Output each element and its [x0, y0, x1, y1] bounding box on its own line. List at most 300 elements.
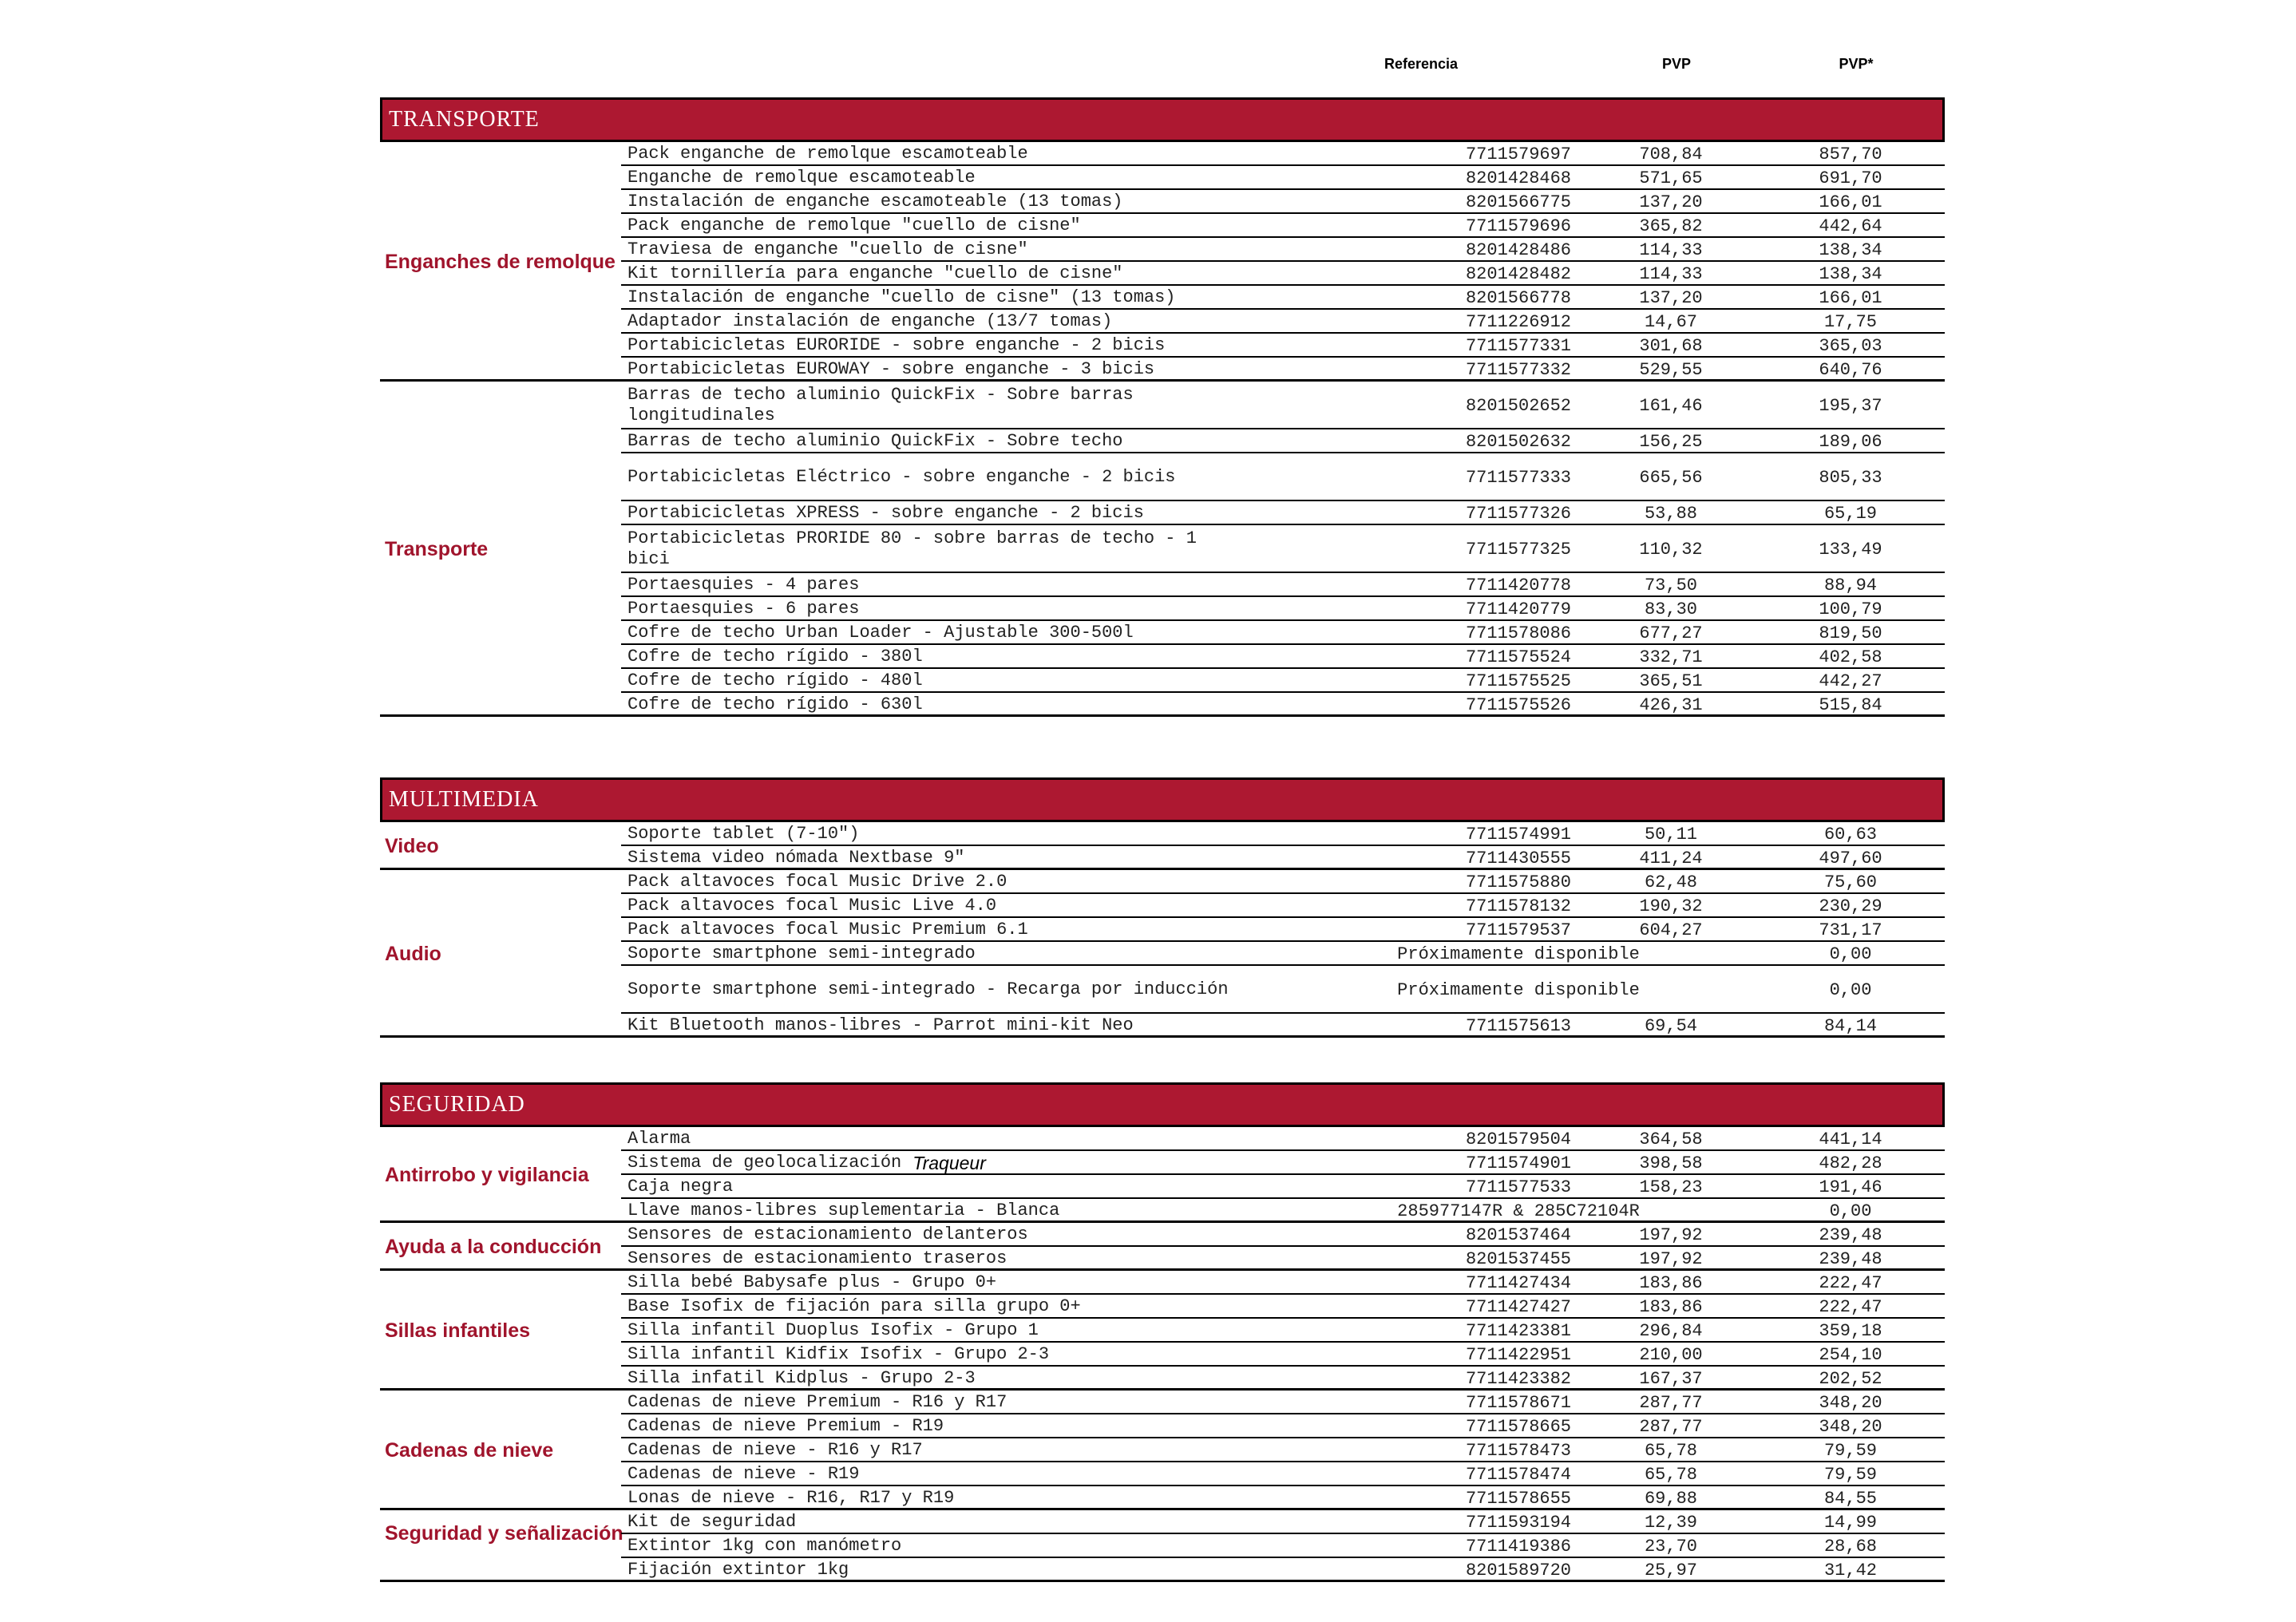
item-description: [627, 1343, 1234, 1367]
item-pvp-star: 191,46: [1819, 1177, 1882, 1197]
item-pvp: 69,88: [1644, 1488, 1697, 1509]
item-description-text: Cofre de techo rígido - 630l: [627, 694, 923, 714]
item-reference: 7711575524: [1465, 647, 1572, 667]
item-description-text: Portaesquies - 6 pares: [627, 599, 860, 619]
item-pvp: 287,77: [1639, 1416, 1703, 1437]
item-description-text: Llave manos-libres suplementaria - Blanca: [627, 1201, 1060, 1220]
table-row: [621, 262, 1945, 286]
item-pvp: 161,46: [1639, 395, 1703, 416]
item-description-text: Cadenas de nieve Premium - R16 y R17: [627, 1392, 1007, 1412]
group: [380, 822, 1945, 870]
table-row: [621, 334, 1945, 358]
item-description-text: Enganche de remolque escamoteable: [627, 168, 976, 188]
item-reference: 7711578132: [1465, 896, 1572, 916]
table-row: [621, 669, 1945, 693]
item-pvp: 571,65: [1639, 168, 1703, 188]
table-row: [621, 358, 1945, 382]
item-pvp-star: 133,49: [1819, 539, 1882, 560]
item-pvp: 426,31: [1639, 694, 1703, 715]
table-row: [621, 1438, 1945, 1462]
item-description-text: Cadenas de nieve - R16 y R17: [627, 1440, 923, 1460]
item-reference: 7711577325: [1465, 539, 1572, 560]
item-description: [627, 966, 1234, 1014]
item-reference: 7711420779: [1465, 599, 1572, 619]
item-pvp-star: 0,00: [1829, 1201, 1872, 1221]
item-reference: 7711575613: [1465, 1015, 1572, 1036]
item-pvp: 23,70: [1644, 1536, 1697, 1557]
table-row: [621, 942, 1945, 966]
item-pvp-star: 442,27: [1819, 671, 1882, 691]
item-pvp: 110,32: [1639, 539, 1703, 560]
group: [380, 142, 1945, 382]
item-description-text: Kit Bluetooth manos-libres - Parrot mini-kit Neo: [627, 1015, 1134, 1035]
table-row: [621, 453, 1945, 501]
item-description-text: Pack enganche de remolque "cuello de cisne": [627, 216, 1081, 235]
group-label: Enganches de remolque: [385, 251, 616, 273]
item-description: [627, 310, 1234, 334]
table-row: [621, 1558, 1945, 1582]
item-description: [627, 1247, 1234, 1271]
group-label: Transporte: [385, 538, 489, 560]
item-pvp-star: 138,34: [1819, 239, 1882, 260]
item-pvp-star: 31,42: [1823, 1560, 1877, 1580]
item-description-text: Soporte smartphone semi-integrado - Recarga por inducción: [627, 979, 1229, 999]
item-description-text: Instalación de enganche escamoteable (13 tomas): [627, 192, 1123, 212]
item-description: [627, 238, 1234, 262]
group: [380, 1391, 1945, 1510]
item-reference: 7711578473: [1465, 1440, 1572, 1461]
item-pvp-star: 239,48: [1819, 1248, 1882, 1269]
item-pvp-star: 17,75: [1823, 311, 1877, 332]
item-pvp: [1575, 942, 1767, 966]
table-row: [621, 1343, 1945, 1367]
item-description-text: Caja negra: [627, 1177, 734, 1197]
item-description-text: Lonas de nieve - R16, R17 y R19: [627, 1488, 955, 1508]
column-headers: [0, 56, 2296, 75]
item-pvp: 50,11: [1644, 824, 1697, 845]
item-pvp: 604,27: [1639, 920, 1703, 940]
item-description-text: Pack enganche de remolque escamoteable: [627, 144, 1028, 164]
item-pvp-star: 189,06: [1819, 431, 1882, 452]
section-banner: [380, 97, 1945, 142]
item-pvp: [1575, 966, 1767, 1014]
table-row: [621, 1151, 1945, 1175]
item-description: [627, 942, 1234, 966]
table-row: [621, 918, 1945, 942]
item-description: [627, 190, 1234, 214]
item-description: [627, 1486, 1234, 1510]
table-row: [621, 1271, 1945, 1295]
section-title: MULTIMEDIA: [389, 787, 539, 812]
item-description: [627, 1014, 1234, 1038]
item-pvp: 183,86: [1639, 1272, 1703, 1293]
item-description-text: Portabicicletas XPRESS - sobre enganche - 2 bicis: [627, 503, 1144, 523]
section-multimedia: [380, 777, 1945, 1038]
item-pvp-star: 497,60: [1819, 848, 1882, 868]
table-row: [621, 501, 1945, 525]
table-row: [621, 286, 1945, 310]
item-pvp: 62,48: [1644, 872, 1697, 892]
item-description-text: Silla infatil Kidplus - Grupo 2-3: [627, 1368, 976, 1388]
table-row: [621, 1462, 1945, 1486]
item-description: [627, 166, 1234, 190]
item-reference: 7711577326: [1465, 503, 1572, 524]
group-label: Antirrobo y vigilancia: [385, 1164, 589, 1186]
item-reference: 8201566778: [1465, 287, 1572, 308]
item-pvp: 53,88: [1644, 503, 1697, 524]
item-reference: 8201502652: [1465, 395, 1572, 416]
section-transporte: [380, 97, 1945, 717]
item-pvp-star: 100,79: [1819, 599, 1882, 619]
item-pvp-star: 348,20: [1819, 1416, 1882, 1437]
item-pvp: 65,78: [1644, 1464, 1697, 1485]
table-row: [621, 310, 1945, 334]
item-pvp-star: 515,84: [1819, 694, 1882, 715]
item-description: [627, 286, 1234, 310]
item-pvp: 301,68: [1639, 335, 1703, 356]
item-reference: 7711578665: [1465, 1416, 1572, 1437]
group: [380, 1510, 1945, 1582]
item-pvp-star: 359,18: [1819, 1320, 1882, 1341]
item-description: [627, 1414, 1234, 1438]
table-row: [621, 870, 1945, 894]
item-pvp: 287,77: [1639, 1392, 1703, 1413]
item-pvp: 332,71: [1639, 647, 1703, 667]
item-reference: 8201537455: [1465, 1248, 1572, 1269]
item-description-text: Portabicicletas EUROWAY - sobre enganche - 3 bicis: [627, 359, 1155, 379]
item-description: [627, 846, 1234, 870]
section-seguridad: [380, 1082, 1945, 1582]
group: [380, 382, 1945, 717]
column-header-referencia: Referencia: [1384, 56, 1459, 72]
item-pvp-star: 254,10: [1819, 1344, 1882, 1365]
item-pvp-star: 482,28: [1819, 1153, 1882, 1173]
item-reference: 8201579504: [1465, 1129, 1572, 1149]
item-description: [627, 382, 1234, 429]
item-pvp: 529,55: [1639, 359, 1703, 380]
item-description-text: Soporte tablet (7-10"): [627, 824, 860, 844]
table-row: [621, 429, 1945, 453]
item-pvp-star: 402,58: [1819, 647, 1882, 667]
item-reference: 7711579697: [1465, 144, 1572, 164]
item-description: [627, 358, 1234, 382]
brand-name: Traqueur: [912, 1153, 986, 1173]
item-description: [627, 1510, 1234, 1534]
item-pvp-star: 60,63: [1823, 824, 1877, 845]
item-pvp: 158,23: [1639, 1177, 1703, 1197]
item-description-text: Base Isofix de fijación para silla grupo 0+: [627, 1296, 1081, 1316]
item-pvp: 398,58: [1639, 1153, 1703, 1173]
item-reference: 7711427427: [1465, 1296, 1572, 1317]
table-row: [621, 693, 1945, 717]
table-row: [621, 966, 1945, 1014]
item-description: [627, 1199, 1234, 1223]
item-description: [627, 1295, 1234, 1319]
table-row: [621, 1127, 1945, 1151]
item-pvp-star: 84,14: [1823, 1015, 1877, 1036]
item-description-text: Cofre de techo rígido - 480l: [627, 671, 923, 690]
item-reference: 8201537464: [1465, 1224, 1572, 1245]
item-reference: 7711577331: [1465, 335, 1572, 356]
item-pvp: 65,78: [1644, 1440, 1697, 1461]
item-pvp-star: 731,17: [1819, 920, 1882, 940]
item-reference: 7711420778: [1465, 575, 1572, 595]
item-description: [627, 669, 1234, 693]
group-label: Cadenas de nieve: [385, 1439, 554, 1462]
item-reference: 7711574991: [1465, 824, 1572, 845]
item-pvp-star: 348,20: [1819, 1392, 1882, 1413]
item-pvp: 114,33: [1639, 239, 1703, 260]
table-row: [621, 645, 1945, 669]
item-pvp: 197,92: [1639, 1248, 1703, 1269]
column-header-pvp-star: PVP*: [1839, 56, 1874, 72]
item-description-text: Kit tornillería para enganche "cuello de cisne": [627, 263, 1123, 283]
group-label: Video: [385, 835, 439, 857]
item-pvp: 190,32: [1639, 896, 1703, 916]
item-pvp: 296,84: [1639, 1320, 1703, 1341]
item-description-text: Cofre de techo Urban Loader - Ajustable 300-500l: [627, 623, 1134, 643]
item-pvp: 665,56: [1639, 467, 1703, 488]
item-pvp-star: 79,59: [1823, 1440, 1877, 1461]
item-description-text: Instalación de enganche "cuello de cisne" (13 tomas): [627, 287, 1176, 307]
item-reference: 7711574901: [1465, 1153, 1572, 1173]
item-description-text: Traviesa de enganche "cuello de cisne": [627, 239, 1028, 259]
item-description-text: Sensores de estacionamiento traseros: [627, 1248, 1007, 1268]
table-row: [621, 1414, 1945, 1438]
item-reference: 7711427434: [1465, 1272, 1572, 1293]
item-description: [627, 1462, 1234, 1486]
item-description-text: Pack altavoces focal Music Drive 2.0: [627, 872, 1007, 892]
group: [380, 1223, 1945, 1271]
item-description-text: Barras de techo aluminio QuickFix - Sobre barras longitudinales: [627, 385, 1134, 425]
item-pvp-star: 222,47: [1819, 1296, 1882, 1317]
item-description: [627, 453, 1234, 501]
group: [380, 870, 1945, 1038]
item-pvp-star: 79,59: [1823, 1464, 1877, 1485]
item-description: [627, 1151, 1234, 1175]
item-pvp-star: 166,01: [1819, 287, 1882, 308]
item-reference: 8201428482: [1465, 263, 1572, 284]
item-pvp-star: 691,70: [1819, 168, 1882, 188]
item-description: [627, 870, 1234, 894]
item-description-text: Silla infantil Duoplus Isofix - Grupo 1: [627, 1320, 1039, 1340]
item-reference: 7711577332: [1465, 359, 1572, 380]
table-row: [621, 525, 1945, 573]
item-pvp-star: 166,01: [1819, 192, 1882, 212]
item-description-text: Kit de seguridad: [627, 1512, 797, 1532]
item-description-text: Alarma: [627, 1129, 691, 1149]
item-reference: Próximamente disponible: [1397, 944, 1640, 964]
item-description: [627, 1367, 1234, 1391]
item-description: [627, 597, 1234, 621]
table-row: [621, 1014, 1945, 1038]
item-description: [627, 262, 1234, 286]
item-pvp-star: 138,34: [1819, 263, 1882, 284]
item-pvp-star: 14,99: [1823, 1512, 1877, 1533]
item-description: [627, 1558, 1234, 1582]
group-label: Seguridad y señalización: [385, 1522, 623, 1545]
item-reference: 7711226912: [1465, 311, 1572, 332]
item-description: [627, 645, 1234, 669]
item-pvp-star: 75,60: [1823, 872, 1877, 892]
item-description-text: Silla bebé Babysafe plus - Grupo 0+: [627, 1272, 997, 1292]
item-pvp: 114,33: [1639, 263, 1703, 284]
table-row: [621, 597, 1945, 621]
item-description-text: Sistema de geolocalización: [627, 1153, 902, 1173]
item-pvp-star: 640,76: [1819, 359, 1882, 380]
item-description: [627, 918, 1234, 942]
item-pvp: 156,25: [1639, 431, 1703, 452]
item-pvp: 210,00: [1639, 1344, 1703, 1365]
item-pvp-star: 65,19: [1823, 503, 1877, 524]
table-row: [621, 382, 1945, 429]
item-pvp-star: 239,48: [1819, 1224, 1882, 1245]
item-pvp: 183,86: [1639, 1296, 1703, 1317]
item-description: [627, 1438, 1234, 1462]
item-description-text: Portaesquies - 4 pares: [627, 575, 860, 595]
item-description: [627, 334, 1234, 358]
item-pvp-star: 202,52: [1819, 1368, 1882, 1389]
table-row: [621, 142, 1945, 166]
item-description: [627, 142, 1234, 166]
item-pvp-star: 28,68: [1823, 1536, 1877, 1557]
table-row: [621, 1534, 1945, 1558]
item-reference: 7711575525: [1465, 671, 1572, 691]
item-description: [627, 822, 1234, 846]
item-description: [627, 693, 1234, 717]
item-reference: 7711423382: [1465, 1368, 1572, 1389]
item-description: [627, 894, 1234, 918]
item-reference: Próximamente disponible: [1397, 979, 1640, 1000]
table-row: [621, 846, 1945, 870]
item-description: [627, 1271, 1234, 1295]
item-description-text: Portabicicletas Eléctrico - sobre enganche - 2 bicis: [627, 467, 1176, 487]
item-pvp: 73,50: [1644, 575, 1697, 595]
item-description: [627, 621, 1234, 645]
item-pvp-star: 442,64: [1819, 216, 1882, 236]
item-reference: 7711578474: [1465, 1464, 1572, 1485]
item-reference: 8201589720: [1465, 1560, 1572, 1580]
item-description: [627, 429, 1234, 453]
section-title: SEGURIDAD: [389, 1092, 525, 1117]
item-reference: 7711575526: [1465, 694, 1572, 715]
item-reference: 7711579537: [1465, 920, 1572, 940]
item-description-text: Sistema video nómada Nextbase 9": [627, 848, 965, 868]
item-description-text: Cofre de techo rígido - 380l: [627, 647, 923, 667]
item-reference: 285977147R & 285C72104R: [1397, 1201, 1640, 1221]
table-row: [621, 166, 1945, 190]
item-pvp: 197,92: [1639, 1224, 1703, 1245]
item-description-text: Adaptador instalación de enganche (13/7 tomas): [627, 311, 1113, 331]
item-reference: 7711578655: [1465, 1488, 1572, 1509]
item-description-text: Cadenas de nieve - R19: [627, 1464, 860, 1484]
item-description: [627, 573, 1234, 597]
section-title: TRANSPORTE: [389, 107, 540, 132]
item-pvp: 137,20: [1639, 287, 1703, 308]
item-description-text: Portabicicletas PRORIDE 80 - sobre barras de techo - 1 bici: [627, 528, 1197, 569]
item-reference: 7711422951: [1465, 1344, 1572, 1365]
item-pvp: 69,54: [1644, 1015, 1697, 1036]
item-description: [627, 214, 1234, 238]
table-row: [621, 573, 1945, 597]
section-banner: [380, 1082, 1945, 1127]
item-reference: 7711579696: [1465, 216, 1572, 236]
table-row: [621, 1295, 1945, 1319]
item-description-text: Cadenas de nieve Premium - R19: [627, 1416, 944, 1436]
item-pvp-star: 88,94: [1823, 575, 1877, 595]
item-pvp: 137,20: [1639, 192, 1703, 212]
item-description: [627, 501, 1234, 525]
table-row: [621, 1391, 1945, 1414]
item-description: [627, 1391, 1234, 1414]
section-banner: [380, 777, 1945, 822]
item-reference: 8201502632: [1465, 431, 1572, 452]
item-reference: 7711423381: [1465, 1320, 1572, 1341]
table-row: [621, 1367, 1945, 1391]
item-reference: 8201566775: [1465, 192, 1572, 212]
item-pvp: 708,84: [1639, 144, 1703, 164]
item-description: [627, 525, 1234, 573]
item-description: [627, 1175, 1234, 1199]
table-row: [621, 894, 1945, 918]
item-description-text: Pack altavoces focal Music Premium 6.1: [627, 920, 1028, 940]
item-pvp: 411,24: [1639, 848, 1703, 868]
item-reference: 8201428486: [1465, 239, 1572, 260]
group-divider: [380, 1035, 1945, 1038]
table-row: [621, 1319, 1945, 1343]
item-reference: 7711593194: [1465, 1512, 1572, 1533]
group-divider: [380, 714, 1945, 717]
item-reference: 8201428468: [1465, 168, 1572, 188]
group-label: Audio: [385, 943, 441, 965]
table-row: [621, 214, 1945, 238]
item-pvp-star: 441,14: [1819, 1129, 1882, 1149]
item-pvp-star: 195,37: [1819, 395, 1882, 416]
item-pvp-star: 84,55: [1823, 1488, 1877, 1509]
item-reference: 7711578671: [1465, 1392, 1572, 1413]
item-description-text: Portabicicletas EURORIDE - sobre enganche - 2 bicis: [627, 335, 1166, 355]
table-row: [621, 1247, 1945, 1271]
item-description-text: Extintor 1kg con manómetro: [627, 1536, 902, 1556]
item-reference: 7711430555: [1465, 848, 1572, 868]
item-description-text: Sensores de estacionamiento delanteros: [627, 1224, 1028, 1244]
item-description: [627, 1534, 1234, 1558]
item-reference: 7711419386: [1465, 1536, 1572, 1557]
item-description-text: Silla infantil Kidfix Isofix - Grupo 2-3: [627, 1344, 1050, 1364]
item-description-text: Soporte smartphone semi-integrado: [627, 944, 976, 963]
item-pvp: [1575, 1199, 1767, 1223]
item-description: [627, 1319, 1234, 1343]
table-row: [621, 1486, 1945, 1510]
table-row: [621, 1199, 1945, 1223]
item-pvp-star: 222,47: [1819, 1272, 1882, 1293]
item-pvp: 25,97: [1644, 1560, 1697, 1580]
item-reference: 7711578086: [1465, 623, 1572, 643]
item-reference: 7711577533: [1465, 1177, 1572, 1197]
item-description-text: Barras de techo aluminio QuickFix - Sobre techo: [627, 431, 1123, 451]
group-divider: [380, 1580, 1945, 1582]
column-header-pvp: PVP: [1661, 56, 1692, 72]
item-description: [627, 1223, 1234, 1247]
item-pvp-star: 365,03: [1819, 335, 1882, 356]
item-reference: 7711575880: [1465, 872, 1572, 892]
table-row: [621, 822, 1945, 846]
group-label: Ayuda a la conducción: [385, 1236, 602, 1258]
group-label: Sillas infantiles: [385, 1319, 531, 1342]
item-pvp: 83,30: [1644, 599, 1697, 619]
group: [380, 1127, 1945, 1223]
table-row: [621, 621, 1945, 645]
